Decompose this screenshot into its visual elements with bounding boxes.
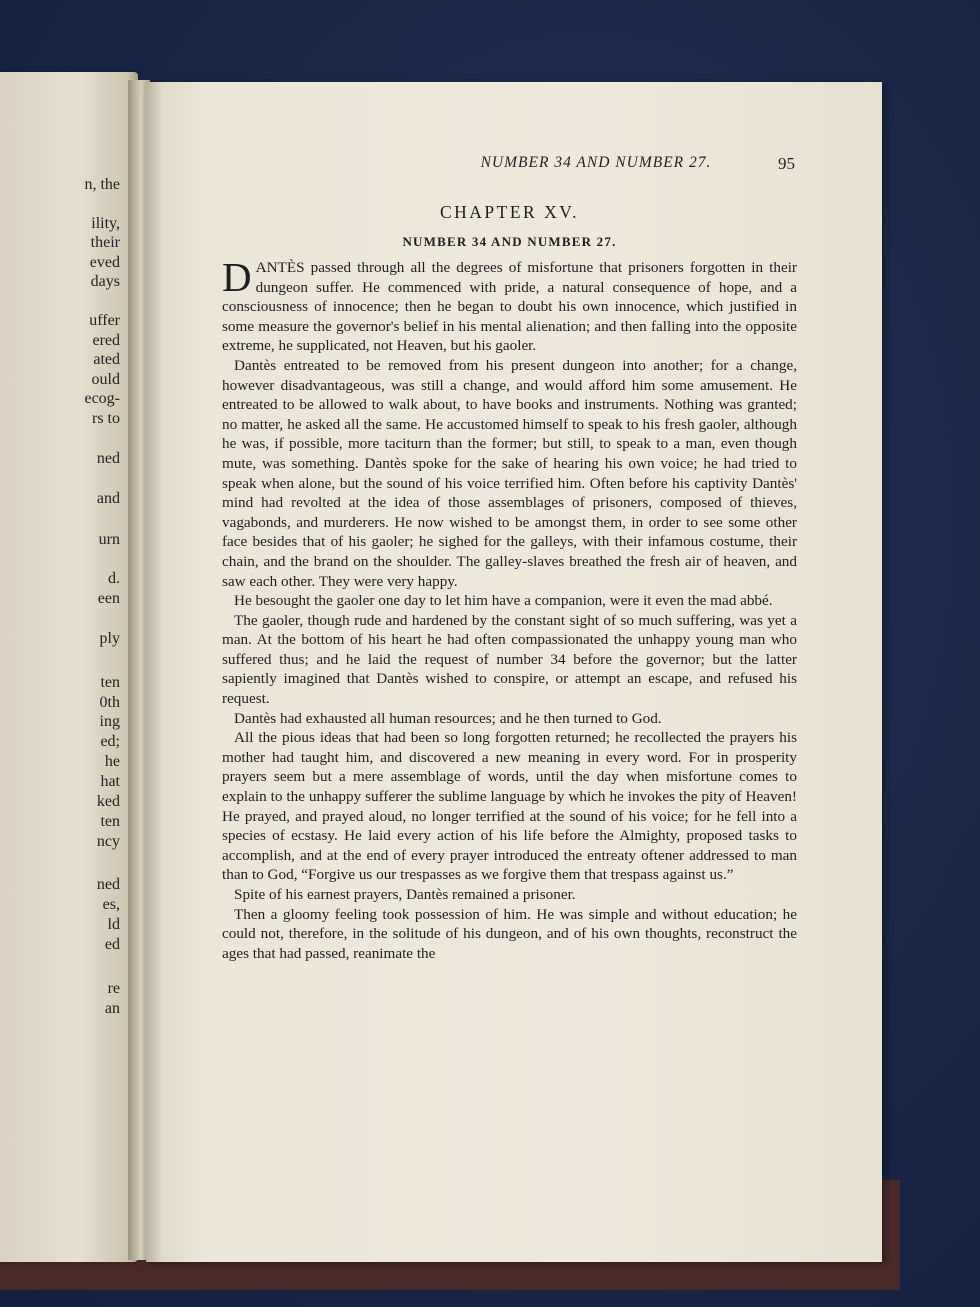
paragraph: Dantès entreated to be removed from his present dungeon into another; for a change, however disadvantageous, was still a change, and would afford him some amusement. He entreated to be allowed to walk about, to have books and instruments. Nothing was granted; no matter, he asked all the same. He accustomed himself to speak to his fresh gaoler, although he was, if possible, more taciturn than the former; but still, to speak to a man, even though mute, was something. Dantès spoke for the sake of hearing his own voice; he had tried to speak when alone, but the sound of his voice terrified him. Often before his captivity Dantès' mind had revolted at the idea of those assemblages of prisoners, composed of thieves, vagabonds, and murderers. He now wished to be amongst them, in order to see some other face besides that of his gaoler; he sighed for the galleys, with their infamous costume, their chain, and the brand on the shoulder. The galley-slaves breathed the fresh air of heaven, and saw each other. They were very happy. bbox=[222, 356, 797, 590]
left-fragment: eved bbox=[89, 254, 120, 271]
running-head: NUMBER 34 AND NUMBER 27. bbox=[480, 154, 712, 171]
left-fragment: rs to bbox=[92, 410, 120, 427]
left-fragment: uffer bbox=[89, 312, 120, 329]
left-fragment: an bbox=[104, 1000, 120, 1017]
left-fragment: urn bbox=[98, 531, 120, 548]
paragraph: Spite of his earnest prayers, Dantès remained a prisoner. bbox=[234, 886, 576, 903]
page-crease bbox=[146, 82, 162, 1262]
paragraph: Dantès had exhausted all human resources; and he then turned to God. bbox=[234, 709, 662, 727]
chapter-subtitle: NUMBER 34 AND NUMBER 27. bbox=[402, 234, 617, 249]
left-fragment: ered bbox=[92, 332, 120, 349]
left-fragment: ked bbox=[96, 793, 120, 810]
paragraph: The gaoler, though rude and hardened by the constant sight of so much suffering, was yet a man. At the bottom of his heart he had often compassionated the unhappy young man who suffered thus; and he laid the request of number 34 before the governor; but the latter sapiently imagined that Dantès wished to conspire, or attempt an escape, and refused his request. bbox=[222, 611, 797, 708]
chapter-title: CHAPTER XV. bbox=[439, 202, 579, 222]
left-fragment: es, bbox=[102, 896, 120, 913]
left-fragment: ten bbox=[100, 813, 120, 830]
left-fragment: ing bbox=[99, 713, 120, 730]
left-fragment: hat bbox=[100, 773, 120, 790]
left-page bbox=[0, 72, 138, 1262]
left-fragment: ility, bbox=[91, 215, 120, 232]
left-fragment: 0th bbox=[99, 694, 120, 711]
paragraph: Then a gloomy feeling took possession of him. He was simple and without education; he could not, therefore, in the solitude of his dungeon, and of his own thoughts, reconstruct the ages that had passed, reanimate the bbox=[222, 905, 797, 962]
paragraph-text: passed through all the degrees of misfortune that prisoners forgotten in their dungeon suffer. He commenced with pride, a natural consequence of hope, and a consciousness of innocence; then he began to doubt his own innocence, which justified in some measure the governor's belief in his mental alienation; and then falling into the opposite extreme, he supplicated, not Heaven, but his gaoler. bbox=[222, 259, 797, 355]
right-page bbox=[146, 82, 882, 1262]
left-fragment: days bbox=[90, 273, 120, 290]
left-fragment: he bbox=[104, 753, 120, 770]
left-fragment: and bbox=[96, 490, 120, 507]
left-fragment: n, the bbox=[84, 176, 120, 193]
left-fragment: ated bbox=[93, 351, 120, 368]
paragraph: All the pious ideas that had been so long forgotten returned; he recollected the prayers his mother had taught him, and discovered a new meaning in every word. For in prosperity prayers seem but a mere assemblage of words, until the day when misfortune comes to explain to the unhappy sufferer the sublime language by which he invokes the pity of Heaven! He prayed, and prayed aloud, no longer terrified at the sound of his voice; for he fell into a species of ecstasy. He laid every action of his life before the Almighty, proposed tasks to accomplish, and at the end of every prayer introduced the entreaty oftener addressed to man than to God, “Forgive us our trespasses as we forgive them that trespass against us.” bbox=[222, 729, 797, 884]
left-fragment: een bbox=[97, 590, 120, 607]
paragraph bbox=[222, 254, 797, 356]
left-fragment: their bbox=[90, 234, 120, 251]
paragraph: He besought the gaoler one day to let him have a companion, were it even the mad abbé. bbox=[234, 592, 773, 610]
left-fragment: re bbox=[107, 980, 120, 997]
left-fragment: ed bbox=[104, 936, 120, 953]
left-fragment: ten bbox=[100, 674, 120, 691]
left-fragment: ncy bbox=[96, 833, 120, 850]
left-fragment: ed; bbox=[100, 733, 120, 750]
left-fragment: ld bbox=[107, 916, 120, 933]
left-fragment: ecog- bbox=[84, 390, 120, 407]
page-number: 95 bbox=[778, 154, 795, 173]
left-fragment: d. bbox=[108, 570, 120, 587]
left-fragment: ned bbox=[96, 450, 120, 467]
drop-cap: D bbox=[222, 254, 252, 300]
left-fragment: ply bbox=[99, 630, 120, 647]
left-fragment: ned bbox=[96, 876, 120, 893]
left-fragment: ould bbox=[91, 371, 120, 388]
lead-word: ANTÈS bbox=[255, 259, 305, 276]
chapter-body bbox=[222, 254, 797, 963]
